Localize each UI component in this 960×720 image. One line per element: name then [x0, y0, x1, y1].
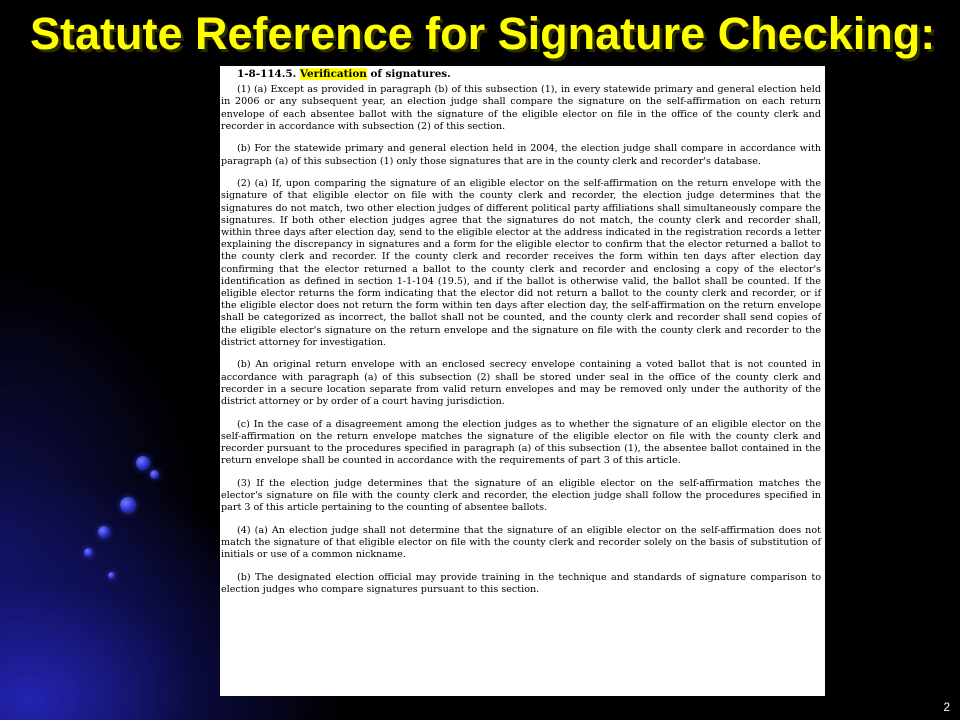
decorative-dot [84, 548, 93, 557]
statute-document [220, 66, 825, 696]
statute-paragraph: (2) (a) If, upon comparing the signature of an eligible elector on the self-affirmation on the return envelope with the signature of that eligible elector on file with the county clerk and recorder, the election judge determines that the signatures do not match, two other election judges of different political party affiliations shall simultaneously compare the signatures. If both other election judges agree that the signatures do not match, the county clerk and recorder shall, within three days after election day, send to the eligible elector at the address indicated in the registration records a letter explaining the discrepancy in signatures and a form for the eligible elector to confirm that the elector returned a ballot to the county clerk and recorder. If the county clerk and recorder receives the form within ten days after election day confirming that the elector returned a ballot to the county clerk and recorder and enclosing a copy of the elector's identification as defined in section 1-1-104 (19.5), and if the ballot is otherwise valid, the ballot shall be counted. If the eligible elector returns the form indicating that the elector did not return a ballot to the county clerk and recorder, or if the eligible elector does not return the form within ten days after election day, the self-affirmation on the return envelope shall be categorized as incorrect, the ballot shall not be counted, and the county clerk and recorder shall send copies of the eligible elector's signature on the return envelope and the signature on file with the county clerk and recorder to the district attorney for investigation. [221, 178, 821, 348]
decorative-dot [120, 497, 136, 513]
statute-paragraph: (3) If the election judge determines that the signature of an eligible elector on the self-affirmation matches the elector's signature on file with the county clerk and recorder, the election judge shall follow the procedures specified in part 3 of this article pertaining to the counting of absentee ballots. [221, 477, 821, 514]
statute-section-title: of signatures. [370, 68, 451, 80]
statute-paragraph: (c) In the case of a disagreement among the election judges as to whether the signature of an eligible elector on the self-affirmation on the return envelope matches the signature of the eligible elector on file with the county clerk and recorder pursuant to the procedures specified in paragraph (a) of this subsection (1), the absentee ballot contained in the return envelope shall be counted in accordance with the requirements of part 3 of this article. [221, 418, 821, 467]
statute-paragraph: (1) (a) Except as provided in paragraph (b) of this subsection (1), in every statewide primary and general election held in 2006 or any subsequent year, an election judge shall compare the signature on the self-affirmation on each return envelope of each absentee ballot with the signature of the eligible elector on file in the office of the county clerk and recorder in accordance with subsection (2) of this section. [221, 84, 821, 132]
decorative-dot [136, 456, 150, 470]
decorative-dot [108, 572, 115, 579]
statute-heading [221, 68, 821, 80]
highlighted-term: Verification [299, 68, 367, 80]
slide-title: Statute Reference for Signature Checking: [30, 8, 936, 59]
statute-paragraph: (4) (a) An election judge shall not determine that the signature of an eligible elector on the self-affirmation does not match the signature of that eligible elector on file with the county clerk and recorder solely on the basis of substitution of initials or use of a common nickname. [221, 524, 821, 561]
statute-paragraph: (b) For the statewide primary and general election held in 2004, the election judge shall compare in accordance with paragraph (a) of this subsection (1) only those signatures that are in the county clerk and recorder's database. [221, 143, 821, 167]
statute-paragraph: (b) The designated election official may provide training in the technique and standards of signature comparison to election judges who compare signatures pursuant to this section. [221, 571, 821, 596]
slide-page-number: 2 [943, 700, 950, 714]
statute-paragraph: (b) An original return envelope with an enclosed secrecy envelope containing a voted ballot that is not counted in accordance with paragraph (a) of this subsection (2) shall be stored under seal in the office of the county clerk and recorder in a secure location separate from valid return envelopes and may be removed only under the authority of the district attorney or by order of a court having jurisdiction. [221, 359, 821, 408]
decorative-dot [150, 470, 159, 479]
decorative-dot [98, 526, 110, 538]
statute-section-number: 1-8-114.5. [237, 68, 297, 80]
